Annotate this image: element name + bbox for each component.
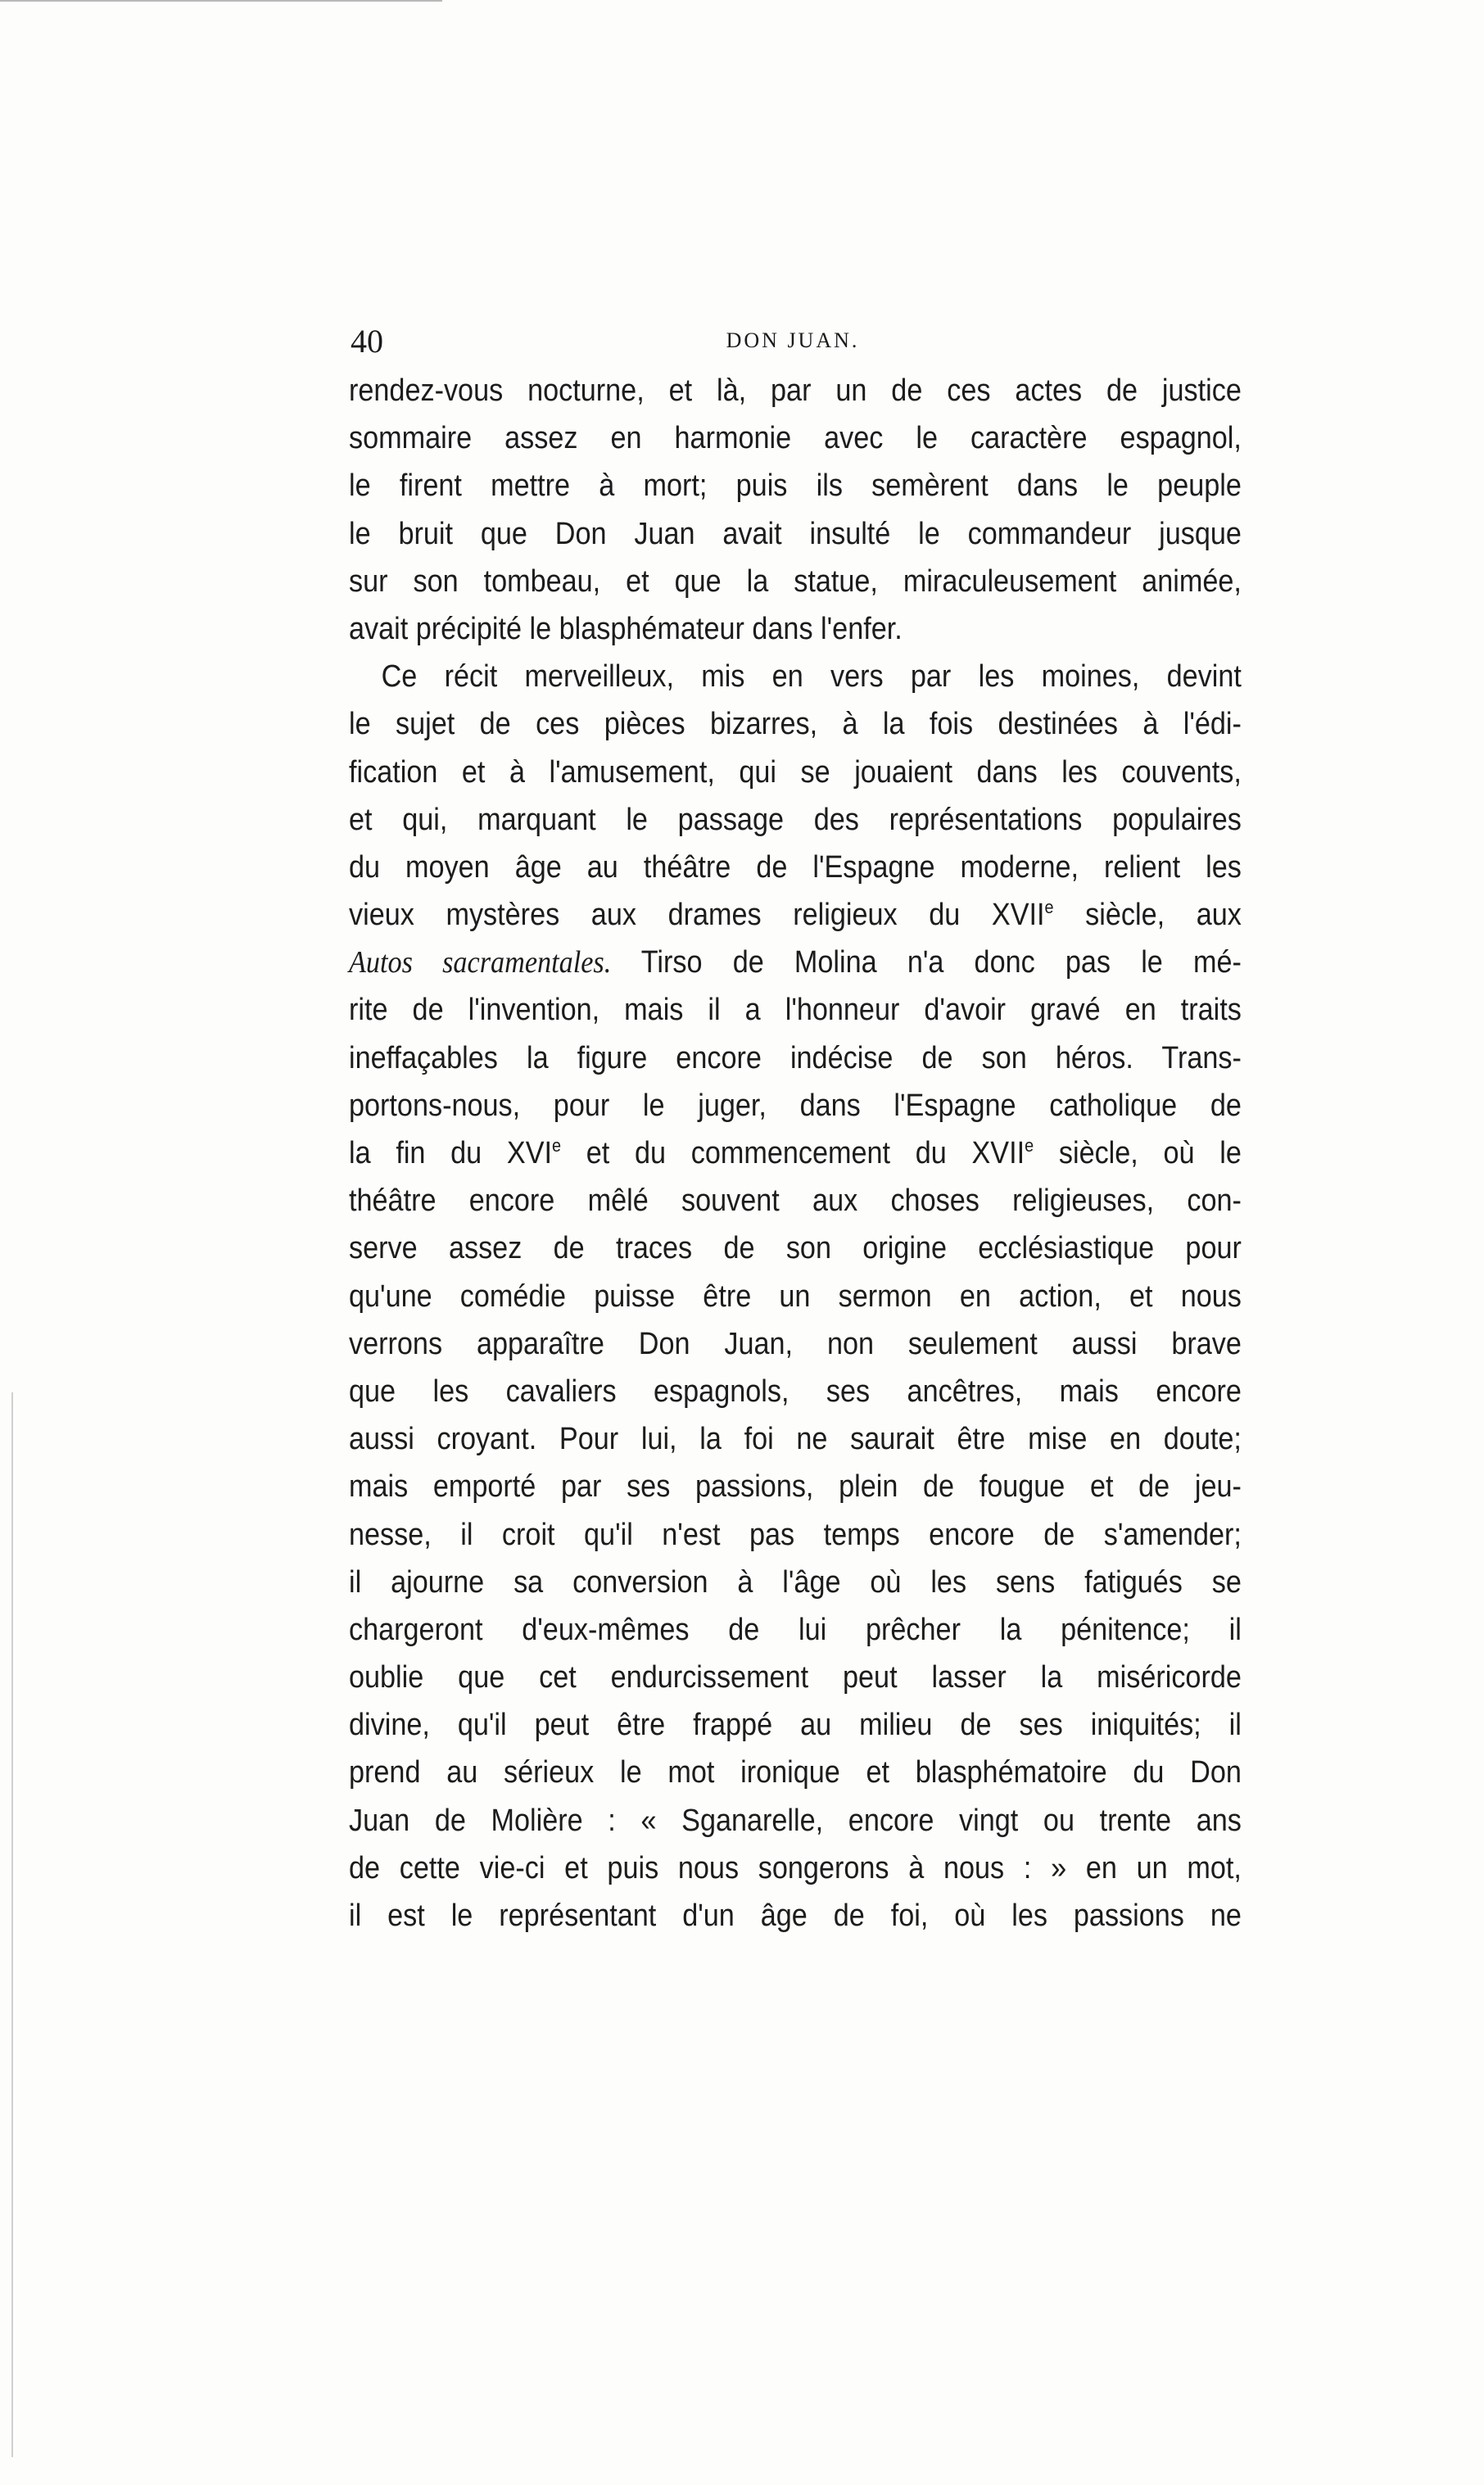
text-line: chargeront d'eux-mêmes de lui prêcher la pénitence; il: [349, 1612, 1242, 1647]
running-title: DON JUAN.: [726, 328, 860, 352]
text-line: [349, 939, 1242, 986]
text-line: prend au sérieux le mot ironique et blasphématoire du Don: [349, 1755, 1242, 1790]
text-line: le sujet de ces pièces bizarres, à la fois destinées à l'édi-: [349, 707, 1242, 742]
text-line: Ce récit merveilleux, mis en vers par les moines, devint: [381, 659, 1242, 695]
scan-top-edge: [0, 0, 442, 2]
page-header: [351, 321, 1235, 362]
text-line: du moyen âge au théâtre de l'Espagne moderne, relient les: [349, 849, 1242, 885]
superscript: e: [1044, 897, 1054, 918]
text-line: de cette vie-ci et puis nous songerons à nous : » en un mot,: [349, 1850, 1242, 1885]
page-number: 40: [351, 323, 383, 360]
text-segment: siècle, où le: [1034, 1136, 1242, 1170]
body-text: [349, 367, 1242, 1940]
text-segment: la fin du XVI: [349, 1136, 553, 1170]
text-line: [349, 891, 1242, 939]
text-line: le bruit que Don Juan avait insulté le commandeur jusque: [349, 516, 1242, 551]
text-line: qu'une comédie puisse être un sermon en action, et nous: [349, 1279, 1242, 1314]
text-segment: vieux mystères aux drames religieux du XVII: [349, 898, 1045, 933]
text-line: et qui, marquant le passage des représentations populaires: [349, 802, 1242, 837]
text-line: divine, qu'il peut être frappé au milieu de ses iniquités; il: [349, 1708, 1242, 1743]
text-line: avait précipité le blasphémateur dans l'enfer.: [349, 611, 903, 646]
text-line: il ajourne sa conversion à l'âge où les sens fatigués se: [349, 1564, 1242, 1600]
text-line: portons-nous, pour le juger, dans l'Espagne catholique de: [349, 1088, 1242, 1123]
text-line: nesse, il croit qu'il n'est pas temps encore de s'amender;: [349, 1517, 1242, 1552]
text-line: Juan de Molière : « Sganarelle, encore vingt ou trente ans: [349, 1803, 1242, 1838]
text-line: sur son tombeau, et que la statue, miraculeusement animée,: [349, 564, 1242, 599]
superscript: e: [552, 1135, 562, 1156]
text-segment: siècle, aux: [1053, 898, 1242, 933]
text-line: mais emporté par ses passions, plein de fougue et de jeu-: [349, 1469, 1242, 1505]
scan-left-edge: [11, 1392, 13, 2457]
text-line: sommaire assez en harmonie avec le caractère espagnol,: [349, 421, 1242, 456]
text-line: fication et à l'amusement, qui se jouaient dans les couvents,: [349, 754, 1242, 790]
superscript: e: [1025, 1135, 1034, 1156]
text-line: il est le représentant d'un âge de foi, où les passions ne: [349, 1899, 1242, 1933]
text-segment: Tirso de Molina n'a donc pas le mé-: [611, 945, 1242, 980]
text-line: verrons apparaître Don Juan, non seulement aussi brave: [349, 1326, 1242, 1361]
text-line: rite de l'invention, mais il a l'honneur d'avoir gravé en traits: [349, 993, 1242, 1028]
text-line: aussi croyant. Pour lui, la foi ne saurait être mise en doute;: [349, 1422, 1242, 1457]
text-line: que les cavaliers espagnols, ses ancêtres, mais encore: [349, 1374, 1242, 1409]
text-line: [349, 1129, 1242, 1177]
text-line: ineffaçables la figure encore indécise de son héros. Trans-: [349, 1040, 1242, 1075]
text-segment: et du commencement du XVII: [561, 1136, 1025, 1170]
text-line: oublie que cet endurcissement peut lasser la miséricorde: [349, 1660, 1242, 1695]
italic-title: Autos sacramentales.: [349, 945, 612, 980]
text-line: rendez-vous nocturne, et là, par un de ces actes de justice: [349, 373, 1242, 408]
text-line: théâtre encore mêlé souvent aux choses religieuses, con-: [349, 1184, 1242, 1219]
text-line: le firent mettre à mort; puis ils semèrent dans le peuple: [349, 468, 1242, 504]
text-line: serve assez de traces de son origine ecclésiastique pour: [349, 1231, 1242, 1266]
